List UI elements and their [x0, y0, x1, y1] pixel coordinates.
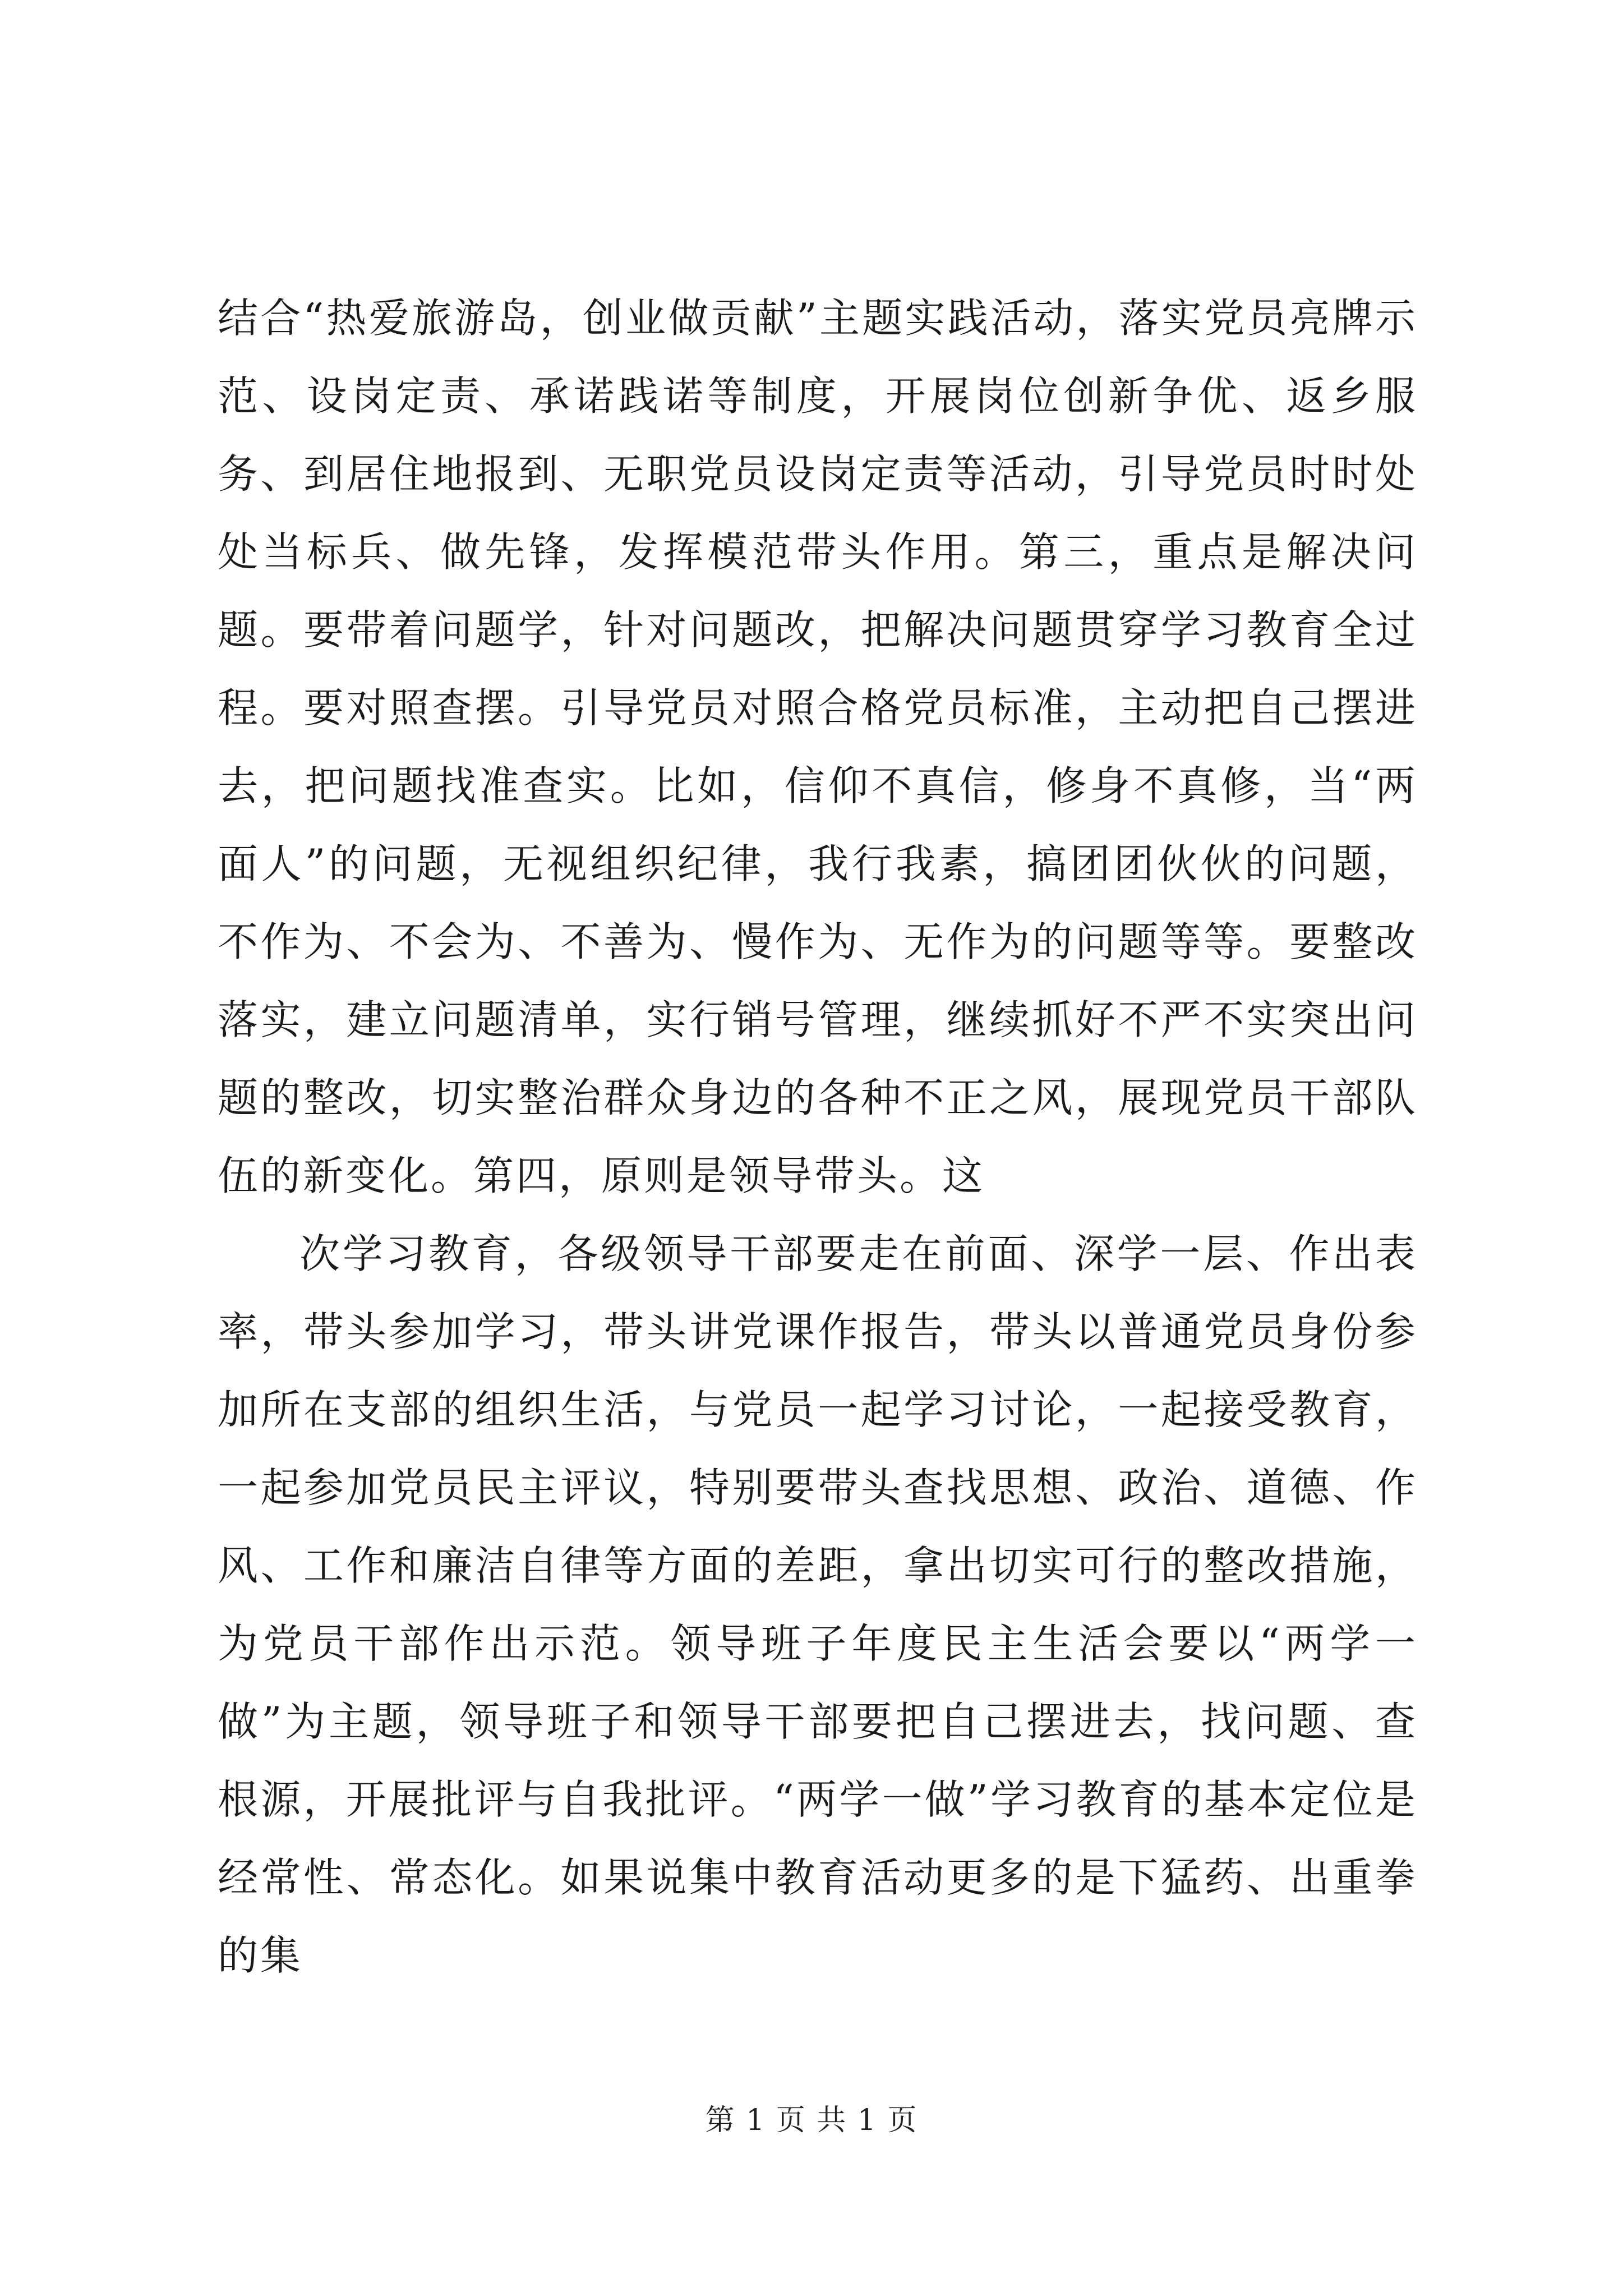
paragraph-1: 结合“热爱旅游岛，创业做贡献”主题实践活动，落实党员亮牌示范、设岗定责、承诺践诺等制度，开展岗位创新争优、返乡服务、到居住地报到、无职党员设岗定责等活动，引导党员时时处处当标兵、做先锋，发挥模范带头作用。第三，重点是解决问题。要带着问题学，针对问题改，把解决问题贯穿学习教育全过程。要对照查摆。引导党员对照合格党员标准，主动把自己摆进去，把问题找准查实。比如，信仰不真信，修身不真修，当“两面人”的问题，无视组织纪律，我行我素，搞团团伙伙的问题，不作为、不会为、不善为、慢作为、无作为的问题等等。要整改落实，建立问题清单，实行销号管理，继续抓好不严不实突出问题的整改，切实整治群众身边的各种不正之风，展现党员干部队伍的新变化。第四，原则是领导带头。这	[218, 295, 1418, 1199]
paragraph-2: 次学习教育，各级领导干部要走在前面、深学一层、作出表率，带头参加学习，带头讲党课作报告，带头以普通党员身份参加所在支部的组织生活，与党员一起学习讨论，一起接受教育，一起参加党员民主评议，特别要带头查找思想、政治、道德、作风、工作和廉洁自律等方面的差距，拿出切实可行的整改措施，为党员干部作出示范。领导班子年度民主生活会要以“两学一做”为主题，领导班子和领导干部要把自己摆进去，找问题、查根源，开展批评与自我批评。“两学一做”学习教育的基本定位是经常性、常态化。如果说集中教育活动更多的是下猛药、出重拳的集	[218, 1230, 1418, 1979]
page-footer: 第 1 页 共 1 页	[705, 2104, 918, 2137]
document-body	[218, 279, 1418, 1995]
